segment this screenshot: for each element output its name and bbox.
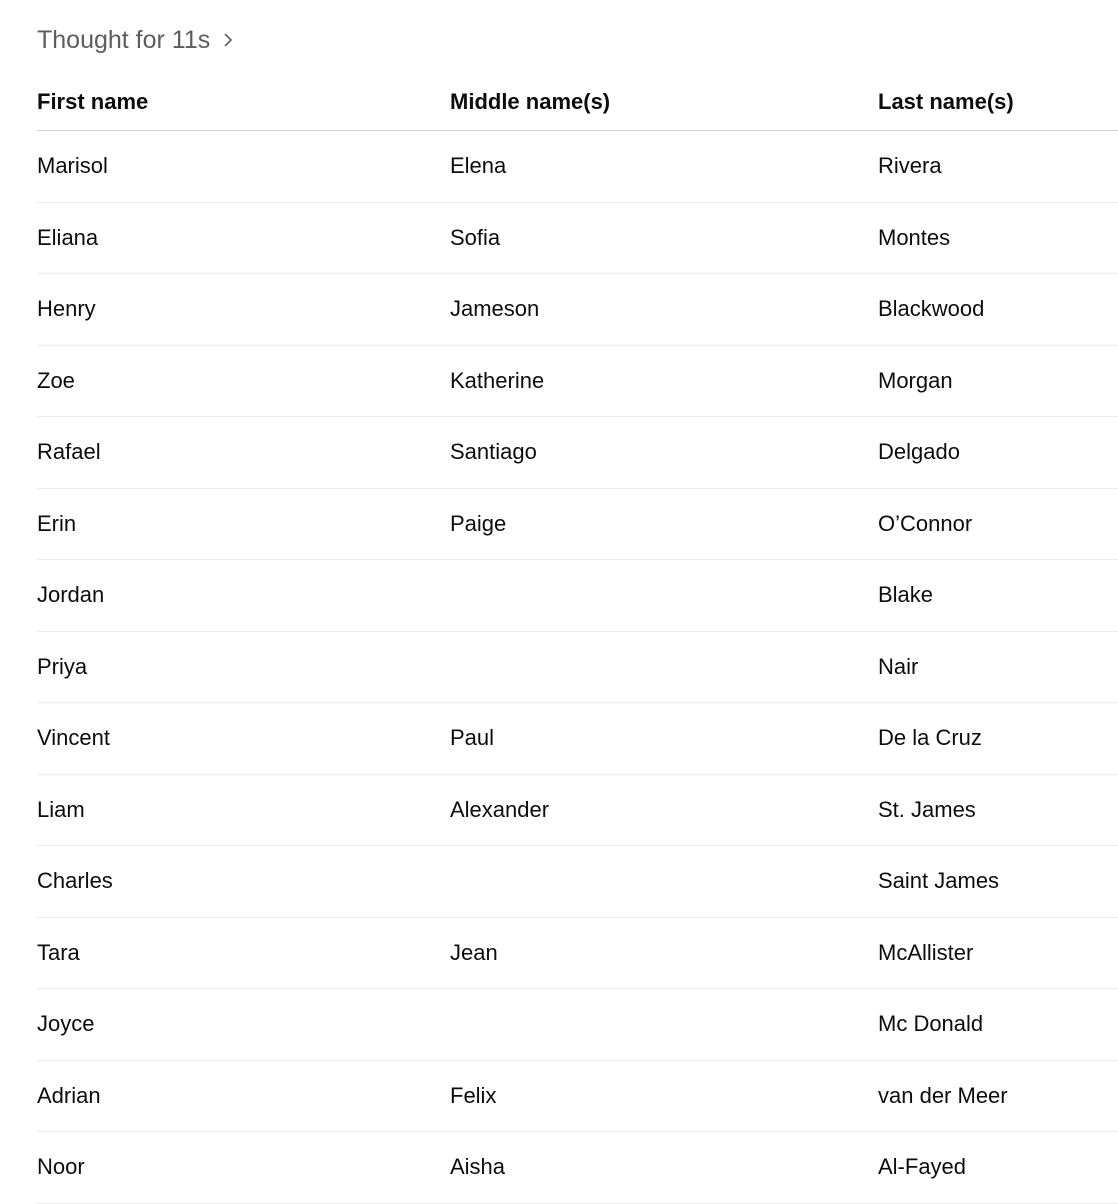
cell-first-name: Rafael xyxy=(37,417,450,489)
cell-first-name: Jordan xyxy=(37,560,450,632)
cell-first-name: Priya xyxy=(37,631,450,703)
cell-middle-names: Elena xyxy=(450,131,878,203)
table-row xyxy=(37,417,1118,489)
cell-first-name: Eliana xyxy=(37,202,450,274)
cell-last-names: Saint James xyxy=(878,846,1118,918)
cell-middle-names: Alexander xyxy=(450,774,878,846)
cell-middle-names: Felix xyxy=(450,1060,878,1132)
cell-middle-names: Aisha xyxy=(450,1132,878,1204)
table-header-row xyxy=(37,74,1118,131)
table-row xyxy=(37,703,1118,775)
table-row xyxy=(37,131,1118,203)
table-row xyxy=(37,1132,1118,1204)
thought-label: Thought for 11s xyxy=(37,25,211,54)
cell-first-name: Liam xyxy=(37,774,450,846)
thought-toggle[interactable] xyxy=(37,22,236,58)
cell-middle-names: Katherine xyxy=(450,345,878,417)
cell-first-name: Henry xyxy=(37,274,450,346)
cell-first-name: Vincent xyxy=(37,703,450,775)
cell-middle-names: Jean xyxy=(450,917,878,989)
cell-last-names: Nair xyxy=(878,631,1118,703)
cell-last-names: O’Connor xyxy=(878,488,1118,560)
cell-first-name: Zoe xyxy=(37,345,450,417)
table-row xyxy=(37,989,1118,1061)
cell-last-names: Al-Fayed xyxy=(878,1132,1118,1204)
table-row xyxy=(37,846,1118,918)
cell-last-names: Rivera xyxy=(878,131,1118,203)
cell-first-name: Adrian xyxy=(37,1060,450,1132)
column-header-first-name: First name xyxy=(37,74,450,131)
cell-middle-names xyxy=(450,631,878,703)
cell-middle-names: Sofia xyxy=(450,202,878,274)
cell-last-names: De la Cruz xyxy=(878,703,1118,775)
cell-first-name: Tara xyxy=(37,917,450,989)
cell-middle-names xyxy=(450,846,878,918)
table-row xyxy=(37,631,1118,703)
table-row xyxy=(37,774,1118,846)
column-header-last-names: Last name(s) xyxy=(878,74,1118,131)
cell-last-names: St. James xyxy=(878,774,1118,846)
cell-last-names: Montes xyxy=(878,202,1118,274)
cell-last-names: Blake xyxy=(878,560,1118,632)
table-row xyxy=(37,488,1118,560)
cell-last-names: van der Meer xyxy=(878,1060,1118,1132)
cell-last-names: Morgan xyxy=(878,345,1118,417)
cell-middle-names: Jameson xyxy=(450,274,878,346)
cell-first-name: Noor xyxy=(37,1132,450,1204)
cell-last-names: Blackwood xyxy=(878,274,1118,346)
cell-first-name: Erin xyxy=(37,488,450,560)
cell-middle-names: Paige xyxy=(450,488,878,560)
table-row xyxy=(37,345,1118,417)
cell-first-name: Charles xyxy=(37,846,450,918)
names-table xyxy=(37,74,1118,1204)
cell-first-name: Marisol xyxy=(37,131,450,203)
table-row xyxy=(37,274,1118,346)
cell-last-names: McAllister xyxy=(878,917,1118,989)
column-header-middle-names: Middle name(s) xyxy=(450,74,878,131)
cell-last-names: Delgado xyxy=(878,417,1118,489)
table-row xyxy=(37,560,1118,632)
chevron-right-icon xyxy=(220,32,236,48)
table-row xyxy=(37,917,1118,989)
cell-middle-names: Santiago xyxy=(450,417,878,489)
table-row xyxy=(37,1060,1118,1132)
cell-first-name: Joyce xyxy=(37,989,450,1061)
cell-middle-names xyxy=(450,560,878,632)
table-row xyxy=(37,202,1118,274)
names-table-container xyxy=(37,74,1118,1204)
cell-last-names: Mc Donald xyxy=(878,989,1118,1061)
cell-middle-names xyxy=(450,989,878,1061)
cell-middle-names: Paul xyxy=(450,703,878,775)
